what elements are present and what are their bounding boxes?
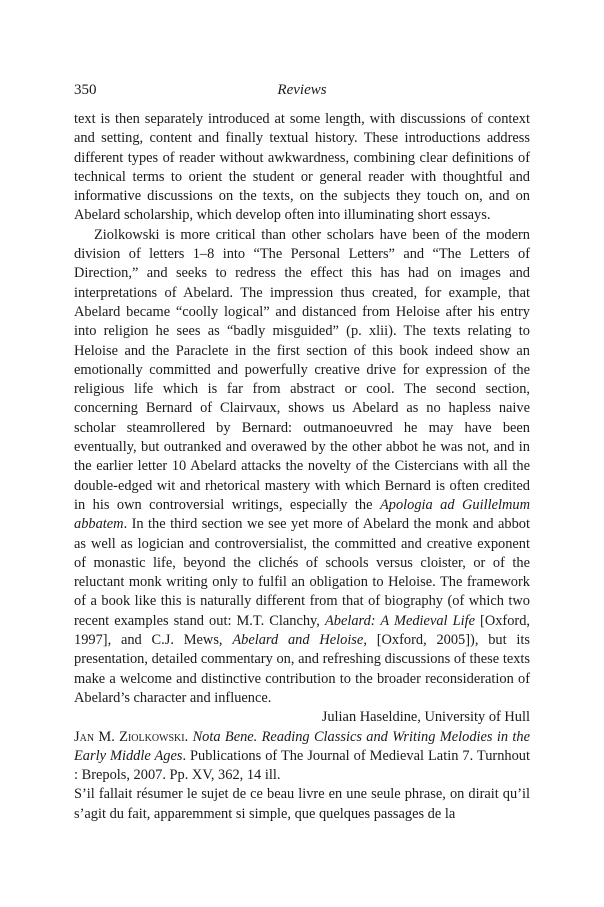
clanchy-book-title: Abelard: A Medieval Life (324, 612, 475, 629)
paragraph-2-text-b: . In the third section we see yet more of Abelard the monk and abbot as well as logician and controversialist, the committed and creative exponent of monastic life, beyond the clichés of schools versus cloister, or of the reluctant monk writing only to fulfil an obligation to Heloise. The framework of a book like this is naturally different from that of biography (of which two recent examples stand out: M.T. Clanchy, (74, 516, 530, 629)
mews-book-title: Abelard and Heloise (232, 632, 364, 649)
page-header (74, 82, 530, 102)
paragraph-2-text-a: Ziolkowski is more critical than other scholars have been of the modern division of letters 1–8 into “The Personal Letters” and “The Letters of Direction,” and seeks to redress the effect this has had on images and interpretations of Abelard. The impression thus created, for example, that Abelard became “coolly logical” and distanced from Heloise after his entry into religion he sees as “badly misguided” (p. xlii). The texts relating to Heloise and the Paraclete in the first section of this book indeed show an emotionally committed and powerfully creative drive for expression of the religious life which is far from abstract or cool. The second section, concerning Bernard of Clairvaux, shows us Abelard as no hapless naive scholar steamrollered by Bernard: outmanoeuvred he may have been eventually, but outranked and overawed by the other abbot he was not, and in the earlier letter 10 Abelard attacks the novelty of the Cistercians with all the double-edged wit and rhetorical mastery with which Bernard is often credited in his own controversial writings, especially the (74, 226, 530, 513)
paragraph-2-text-c: [Oxford, 1997], and C.J. Mews, (74, 612, 530, 649)
review1-paragraph-2 (74, 226, 530, 708)
review2-opening-paragraph: S’il fallait résumer le sujet de ce beau livre en une seule phrase, on dirait qu’il s’agit du fait, apparemment si simple, que quelques passages de la (74, 786, 530, 822)
review2-book-title: Nota Bene. Reading Classics and Writing Melodies in the Early Middle Ages (74, 728, 531, 764)
review1-paragraph-1: text is then separately introduced at some length, with discussions of context and setting, content and finally textual history. These introductions address different types of reader without awkwardness, combining clear definitions of technical terms to orient the student or general reader with thoughtful and informative discussions on the texts, on the subjects they touch on, and on Abelard scholarship, which develop often into illuminating short essays. (74, 111, 530, 224)
reviewer-signature: Julian Haseldine, University of Hull (321, 709, 530, 726)
body-text (74, 110, 530, 824)
running-head: Reviews (277, 82, 327, 98)
review2-author: Jan M. Ziolkowski (74, 728, 185, 745)
review2-bibliographic-heading: Jan M. Ziolkowski. Nota Bene. Reading Classics and Writing Melodies in the Early Middle Ages. Publications of The Journal of Medieval Latin 7. Turnhout : Brepols, 2007. Pp. XV, 362, 14 ill. (74, 728, 531, 784)
apologia-title: Apologia ad Guillelmum abbatem (74, 496, 530, 533)
review2-publication-details: . Publications of The Journal of Medieval Latin 7. Turnhout : Brepols, 2007. Pp. XV, 362, 14 ill. (74, 747, 530, 784)
page-number: 350 (74, 82, 97, 98)
paragraph-2-text-d: , [Oxford, 2005]), but its presentation, detailed commentary on, and refreshing discussions of these texts make a welcome and distinctive contribution to the broader reconsideration of Abelard’s character and influence. (74, 632, 531, 706)
